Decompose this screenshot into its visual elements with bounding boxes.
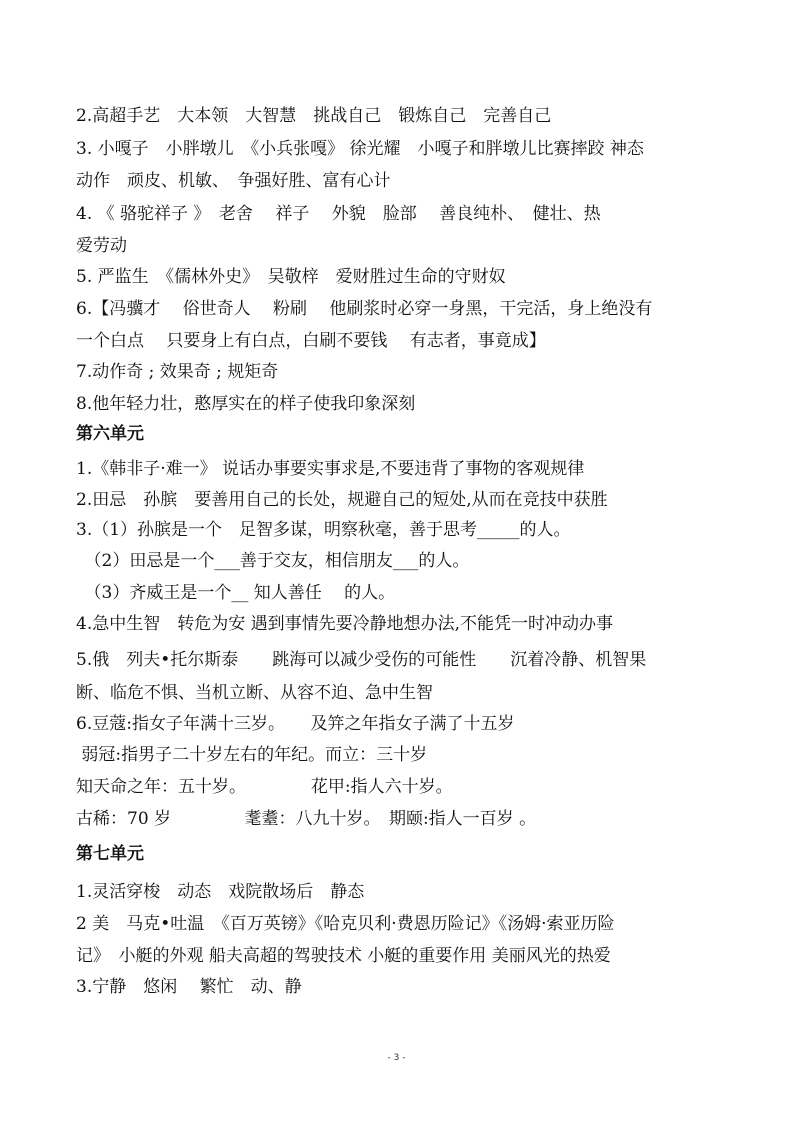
section-heading: 第七单元	[76, 844, 144, 864]
text-line: 1.灵活穿梭 动态 戏院散场后 静态	[76, 882, 365, 902]
text-line: 5.俄 列夫•托尔斯泰 跳海可以减少受伤的可能性 沉着冷静、机智果	[76, 650, 647, 670]
text-line: 知天命之年：五十岁。 花甲:指人六十岁。	[76, 777, 453, 797]
text-line: 3.宁静 悠闲 繁忙 动、静	[76, 977, 302, 997]
text-line: 7.动作奇 ; 效果奇 ; 规矩奇	[76, 362, 279, 382]
text-line: 爱劳动	[76, 236, 127, 256]
text-line: 断、临危不惧、当机立断、从容不迫、急中生智	[76, 683, 433, 703]
text-line: 1.《韩非子·难一》 说话办事要实事求是,不要违背了事物的客观规律	[76, 459, 585, 479]
text-line: 3. 小嘎子 小胖墩儿 《小兵张嘎》 徐光耀 小嘎子和胖墩儿比赛摔跤 神态	[76, 139, 644, 159]
text-line: （3）齐威王是一个__ 知人善任 的人。	[76, 583, 396, 603]
text-line: （2）田忌是一个___善于交友，相信朋友___的人。	[76, 551, 470, 571]
text-line: 弱冠:指男子二十岁左右的年纪。而立：三十岁	[76, 745, 428, 765]
text-line: 2.田忌 孙膑 要善用自己的长处，规避自己的短处,从而在竞技中获胜	[76, 490, 608, 510]
text-line: 4. 《 骆驼祥子 》 老舍 祥子 外貌 脸部 善良纯朴、 健壮、热	[76, 204, 601, 224]
text-line: 5. 严监生 《儒林外史》 吴敬梓 爱财胜过生命的守财奴	[76, 267, 506, 287]
section-heading: 第六单元	[76, 424, 144, 444]
text-line: 记》 小艇的外观 船夫高超的驾驶技术 小艇的重要作用 美丽风光的热爱	[76, 946, 611, 966]
text-line: 2 美 马克•吐温 《百万英镑》《哈克贝利·费恩历险记》《汤姆·索亚历险	[76, 914, 615, 934]
text-line: 动作 顽皮、机敏、 争强好胜、富有心计	[76, 171, 391, 191]
text-line: 古稀：70 岁 耄耋：八九十岁。 期颐:指人一百岁 。	[76, 809, 537, 829]
text-line: 2.高超手艺 大本领 大智慧 挑战自己 锻炼自己 完善自己	[76, 106, 552, 126]
text-line: 3.（1）孙膑是一个 足智多谋，明察秋毫，善于思考_____的人。	[76, 520, 571, 540]
text-line: 6.豆蔻:指女子年满十三岁。 及笄之年指女子满了十五岁	[76, 714, 515, 734]
text-line: 6.【冯骥才 俗世奇人 粉刷 他刷浆时必穿一身黑，干完活，身上绝没有	[76, 299, 653, 319]
text-line: 4.急中生智 转危为安 遇到事情先要冷静地想办法,不能凭一时冲动办事	[76, 614, 614, 634]
text-line: 一个白点 只要身上有白点，白刷不要钱 有志者，事竟成】	[76, 331, 546, 351]
page-number: - 3 -	[387, 1053, 406, 1063]
text-line: 8.他年轻力壮，憨厚实在的样子使我印象深刻	[76, 394, 416, 414]
